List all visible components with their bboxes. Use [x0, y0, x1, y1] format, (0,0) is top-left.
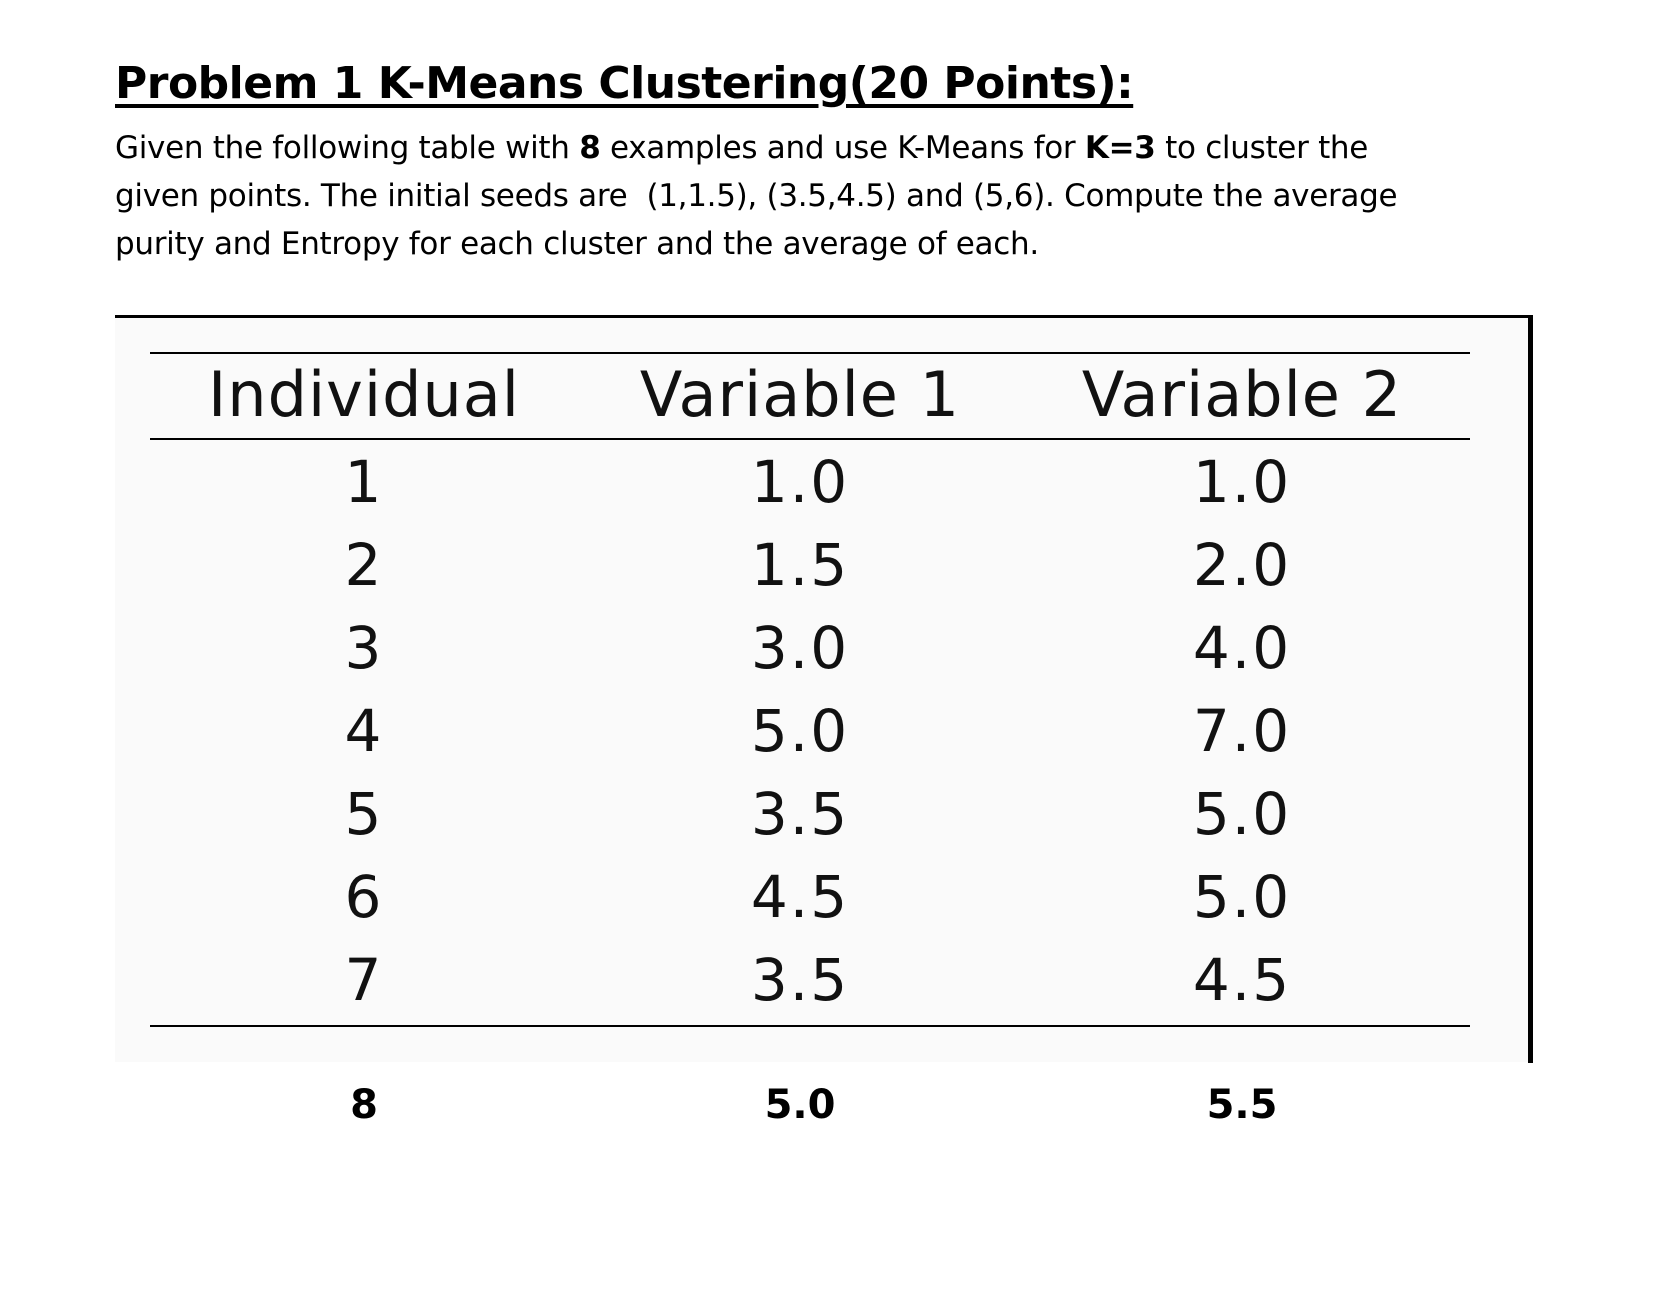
row-7-individual: 7	[344, 946, 384, 1014]
row-3-individual: 3	[344, 614, 384, 682]
row-7-variable-2: 4.5	[1192, 946, 1292, 1014]
extra-row-variable-1: 5.0	[764, 1082, 836, 1128]
intro-text-1: Given the following table with	[115, 130, 580, 166]
row-6-variable-1: 4.5	[750, 863, 850, 931]
row-1-variable-2: 1.0	[1192, 448, 1292, 516]
problem-title: Problem 1 K-Means Clustering(20 Points):	[115, 58, 1134, 109]
table-bottom-rule	[150, 1025, 1470, 1027]
row-2-variable-1: 1.5	[750, 531, 850, 599]
intro-line-3: purity and Entropy for each cluster and the average of each.	[115, 226, 1039, 262]
row-3-variable-2: 4.0	[1192, 614, 1292, 682]
row-6-variable-2: 5.0	[1192, 863, 1292, 931]
row-3-variable-1: 3.0	[750, 614, 850, 682]
intro-text-2: examples and use K-Means for	[600, 130, 1085, 166]
extra-row-variable-2: 5.5	[1206, 1082, 1278, 1128]
table-header-rule	[150, 438, 1470, 440]
extra-row-individual: 8	[350, 1082, 378, 1128]
intro-line-2: given points. The initial seeds are (1,1.5), (3.5,4.5) and (5,6). Compute the average	[115, 178, 1398, 214]
problem-description	[115, 124, 1515, 268]
row-4-variable-1: 5.0	[750, 697, 850, 765]
intro-bold-k: K=3	[1084, 130, 1156, 166]
header-individual: Individual	[208, 358, 520, 431]
intro-text-3: to cluster the	[1155, 130, 1369, 166]
row-7-variable-1: 3.5	[750, 946, 850, 1014]
row-2-individual: 2	[344, 531, 384, 599]
header-variable-1: Variable 1	[639, 358, 961, 431]
row-1-individual: 1	[344, 448, 384, 516]
table-top-rule	[150, 352, 1470, 354]
table-frame-top	[115, 315, 1531, 318]
row-1-variable-1: 1.0	[750, 448, 850, 516]
row-5-individual: 5	[344, 780, 384, 848]
row-5-variable-2: 5.0	[1192, 780, 1292, 848]
row-6-individual: 6	[344, 863, 384, 931]
intro-bold-count: 8	[579, 130, 601, 166]
row-4-variable-2: 7.0	[1192, 697, 1292, 765]
header-variable-2: Variable 2	[1081, 358, 1403, 431]
row-4-individual: 4	[344, 697, 384, 765]
row-5-variable-1: 3.5	[750, 780, 850, 848]
table-frame-right	[1528, 315, 1533, 1063]
row-2-variable-2: 2.0	[1192, 531, 1292, 599]
